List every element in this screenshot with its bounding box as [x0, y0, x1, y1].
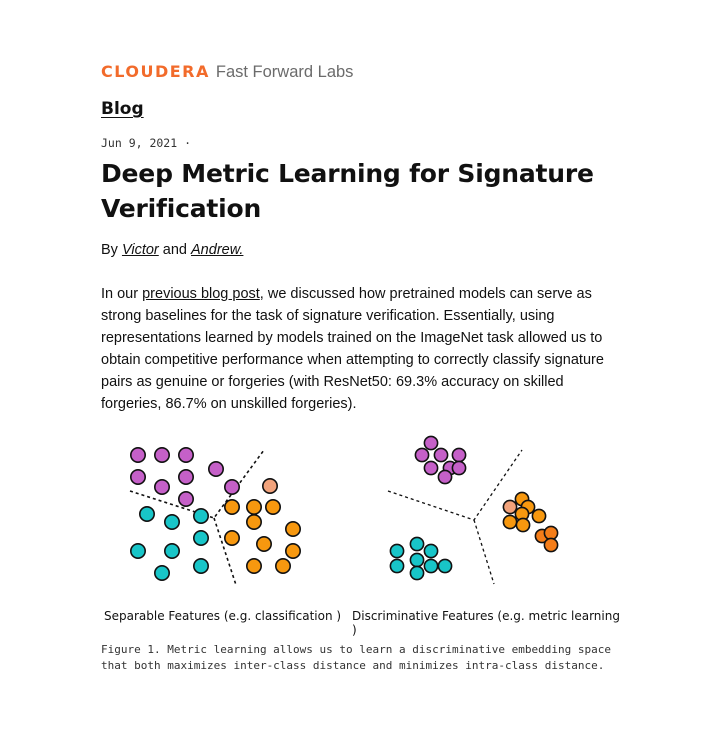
separable-features-label: Separable Features (e.g. classification ) [104, 609, 342, 623]
orange-point [247, 500, 261, 514]
orange-point [276, 559, 290, 573]
post-date: Jun 9, 2021 · [101, 136, 192, 150]
teal-point [194, 559, 208, 573]
purple-point [155, 480, 169, 494]
orange-point [225, 531, 239, 545]
teal-point [390, 544, 403, 557]
purple-point [131, 470, 145, 484]
purple-point [179, 492, 193, 506]
teal-point [165, 515, 179, 529]
logo-subtitle: Fast Forward Labs [215, 63, 354, 81]
teal-point [438, 559, 451, 572]
orange-point [225, 500, 239, 514]
cloudera-logo[interactable] [101, 62, 353, 82]
orange-point [286, 522, 300, 536]
orange-point [247, 515, 261, 529]
teal-point [424, 544, 437, 557]
teal-point [410, 566, 423, 579]
purple-point [452, 461, 465, 474]
darkorange-point [544, 538, 557, 551]
paragraph-body: , we discussed how pretrained models can serve as strong baselines for the task of signature verification. Essentially, using representations learned by models trained on the ImageNet task allowed us to obtain competitive performance when attempting to correctly classify signature pairs as genuine or forgeries (with ResNet50: 69.3% accuracy on skilled forgeries, 86.7% on unskilled forgeries). [101, 286, 604, 412]
author-andrew-link[interactable]: Andrew. [191, 242, 244, 258]
metric-learning-figure [101, 430, 621, 630]
orange-point [286, 544, 300, 558]
post-title: Deep Metric Learning for Signature Verification [101, 159, 594, 223]
purple-point [209, 462, 223, 476]
purple-point [179, 470, 193, 484]
blog-nav-link[interactable]: Blog [101, 99, 144, 119]
left-panel-points [131, 448, 300, 580]
previous-post-link[interactable]: previous blog post [142, 286, 260, 302]
byline-prefix: By [101, 242, 122, 258]
byline-and: and [158, 242, 192, 258]
orange-point [266, 500, 280, 514]
orange-point [532, 509, 545, 522]
purple-point [179, 448, 193, 462]
purple-point [415, 448, 428, 461]
author-victor-link[interactable]: Victor [121, 242, 159, 258]
orange-point [247, 559, 261, 573]
post-byline [101, 242, 243, 258]
teal-point [155, 566, 169, 580]
orange-point [257, 537, 271, 551]
purple-point [434, 448, 447, 461]
purple-point [424, 436, 437, 449]
purple-point [424, 461, 437, 474]
orange-point [503, 515, 516, 528]
discriminative-features-label: Discriminative Features (e.g. metric learning ) [352, 609, 620, 637]
teal-point [131, 544, 145, 558]
teal-point [165, 544, 179, 558]
intro-text: In our [101, 286, 143, 302]
purple-point [438, 470, 451, 483]
purple-point [155, 448, 169, 462]
teal-point [194, 509, 208, 523]
purple-point [225, 480, 239, 494]
teal-point [390, 559, 403, 572]
salmon-point [503, 500, 516, 513]
teal-point [140, 507, 154, 521]
figure-caption: Figure 1. Metric learning allows us to learn a discriminative embedding space that both maximizes inter-class distance and minimizes intra-class distance. [101, 643, 611, 672]
teal-point [410, 553, 423, 566]
intro-paragraph [101, 283, 623, 415]
salmon-point [263, 479, 277, 493]
orange-point [516, 518, 529, 531]
right-panel-points [390, 436, 557, 579]
purple-point [131, 448, 145, 462]
logo-brand: CLOUDERA [101, 62, 210, 81]
teal-point [424, 559, 437, 572]
purple-point [452, 448, 465, 461]
teal-point [194, 531, 208, 545]
teal-point [410, 537, 423, 550]
